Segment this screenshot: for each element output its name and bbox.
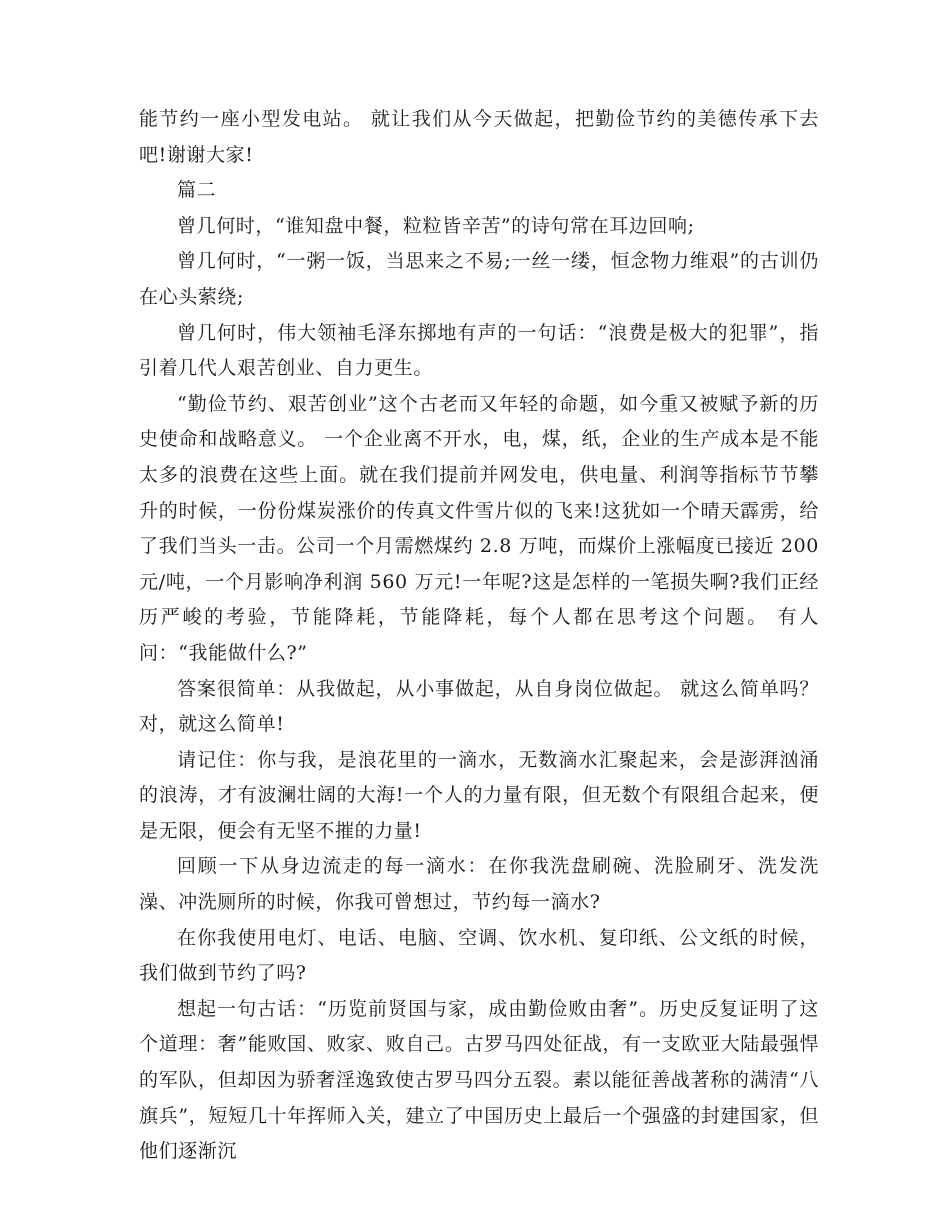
paragraph: 曾几何时，“谁知盘中餐，粒粒皆辛苦”的诗句常在耳边回响; [177,214,695,237]
paragraph: 答案很简单：从我做起，从小事做起，从自身岗位做起。 就这么简单吗？对，就这么简单! [139,677,819,736]
section-heading: 篇二 [177,179,217,202]
paragraph: 回顾一下从身边流走的每一滴水：在你我洗盘刷碗、洗脸刷牙、洗发洗澡、冲洗厕所的时候，你我可曾想过，节约每一滴水? [139,855,819,914]
document-body [139,102,819,1170]
paragraph: 想起一句古话：“历览前贤国与家，成由勤俭败由奢”。历史反复证明了这个道理：奢”能败国、败家、败自己。古罗马四处征战，有一支欧亚大陆最强悍的军队，但却因为骄奢淫逸致使古罗马四分五裂。素以能征善战著称的满清“八旗兵”，短短几十年挥师入关，建立了中国历史上最后一个强盛的封建国家，但他们逐渐沉 [139,997,819,1163]
paragraph: 曾几何时，“一粥一饭，当思来之不易;一丝一缕，恒念物力维艰”的古训仍在心头萦绕; [139,250,819,308]
paragraph: 请记住：你与我，是浪花里的一滴水，无数滴水汇聚起来，会是澎湃汹涌的浪涛，才有波澜壮阔的大海!一个人的力量有限，但无数个有限组合起来，便是无限，便会有无坚不摧的力量! [139,748,819,842]
paragraph: “勤俭节约、艰苦创业”这个古老而又年轻的命题，如今重又被赋予新的历史使命和战略意义。 一个企业离不开水，电，煤，纸，企业的生产成本是不能太多的浪费在这些上面。就在我们提前并网发电，供电量、利润等指标节节攀升的时候，一份份煤炭涨价的传真文件雪片似的飞来!这犹如一个晴天霹雳，给了我们当头一击。公司一个月需燃煤约 2.8 万吨，而煤价上涨幅度已接近 200 元/吨，一个月影响净利润 560 万元!一年呢?这是怎样的一笔损失啊?我们正经历严峻的考验，节能降耗，节能降耗，每个人都在思考这个问题。 有人问：“我能做什么?” [139,392,819,664]
paragraph-closing: 能节约一座小型发电站。 就让我们从今天做起，把勤俭节约的美德传承下去吧!谢谢大家! [139,108,819,166]
paragraph: 曾几何时，伟大领袖毛泽东掷地有声的一句话：“浪费是极大的犯罪”，指引着几代人艰苦创业、自力更生。 [139,321,819,380]
paragraph: 在你我使用电灯、电话、电脑、空调、饮水机、复印纸、公文纸的时候，我们做到节约了吗? [139,926,819,985]
